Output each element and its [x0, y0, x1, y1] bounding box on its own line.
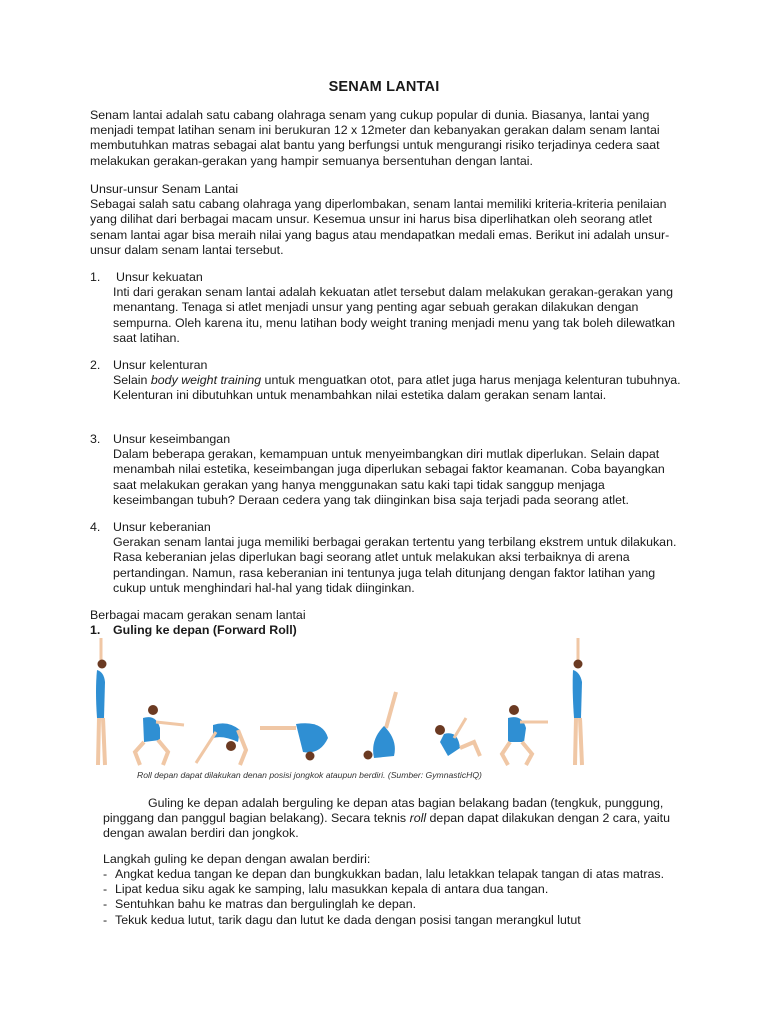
- steps-heading: Langkah guling ke depan dengan awalan berdiri:: [103, 852, 371, 866]
- list-number: 1.: [90, 623, 101, 637]
- desc-text: Guling ke depan adalah berguling ke depan atas bagian belakang badan (tengkuk, punggung, pinggang dan panggul bagian belakang). Secara teknis: [103, 796, 664, 826]
- list-item-heading: Unsur keseimbangan: [113, 432, 231, 446]
- list-item: - Lipat kedua siku agak ke samping, lalu masukkan kepala di antara dua tangan.: [103, 882, 693, 897]
- list-item-kekuatan: [90, 270, 685, 346]
- list-item: - Tekuk kedua lutut, tarik dagu dan lutut ke dada dengan posisi tangan merangkul lutut: [103, 913, 693, 928]
- gymnast-figure-standing-arms-up: [96, 638, 107, 765]
- list-number: 3.: [90, 432, 101, 446]
- list-number: 4.: [90, 520, 101, 534]
- list-item-heading: Guling ke depan (Forward Roll): [113, 623, 297, 637]
- list-item-kelenturan: [90, 358, 685, 404]
- gymnast-figure-squat-standing-up: [502, 705, 548, 765]
- list-item-heading: Unsur kekuatan: [116, 270, 203, 284]
- list-item-keberanian: [90, 520, 685, 596]
- move-description: [103, 796, 683, 842]
- list-item-heading: Unsur keberanian: [113, 520, 211, 534]
- italic-term: roll: [409, 811, 427, 826]
- list-item-body: Inti dari gerakan senam lantai adalah kekuatan atlet tersebut dalam melakukan gerakan-gerakan yang menantang. Tenaga si atlet menjadi unsur yang penting agar sebuah gerakan dilakukan dengan sempurna. Oleh karena itu, menu latihan body weight traning menjadi menu yang tak boleh dilewatkan saat latihan.: [113, 285, 676, 345]
- steps-list-container: [103, 867, 693, 928]
- page-title: SENAM LANTAI: [328, 79, 440, 95]
- gymnast-figure-final-standing: [573, 638, 583, 765]
- italic-term: body weight training: [150, 373, 262, 388]
- section-heading: Unsur-unsur Senam Lantai: [90, 182, 239, 196]
- list-item: - Sentuhkan bahu ke matras dan bergulinglah ke depan.: [103, 897, 693, 912]
- list-number: 1.: [90, 270, 101, 284]
- gymnast-figure-bending-hands-down: [196, 723, 246, 765]
- body-text: Selain: [113, 373, 151, 388]
- list-number: 2.: [90, 358, 101, 372]
- figure-caption: Roll depan dapat dilakukan denan posisi jongkok ataupun berdiri. (Sumber: GymnasticHQ): [137, 770, 482, 780]
- gymnast-figure-sitting-knees-tucked: [435, 718, 480, 756]
- section-unsur: [90, 182, 680, 258]
- list-item-body: [90, 373, 685, 403]
- intro-paragraph: [90, 108, 680, 169]
- desc-text: depan dapat dilakukan dengan 2 cara, yaitu dengan awalan berdiri dan jongkok.: [103, 811, 670, 841]
- gymnast-figure-rolling-legs-over: [260, 723, 328, 760]
- list-item-body: Dalam beberapa gerakan, kemampuan untuk menyeimbangkan diri mutlak diperlukan. Selain dapat menambah nilai estetika, keseimbangan juga diperlukan sebagai faktor keamanan. Coba bayangkan saat melakukan gerakan yang hanya menggunakan satu kaki tapi tidak sanggup menjaga keseimbangan tubuh? Deraan cedera yang tak diinginkan bisa saja terjadi pada seorang atlet.: [113, 447, 665, 507]
- steps-list: [103, 867, 693, 928]
- gymnast-figure-squat-arms-forward: [135, 705, 184, 765]
- list-item-keseimbangan: [90, 432, 685, 508]
- body-text: untuk menguatkan otot, para atlet juga harus menjaga kelenturan tubuhnya. Kelenturan ini dibutuhkan untuk menambahkan nilai estetika dalam gerakan senam lantai.: [113, 373, 681, 403]
- list-item-body: Gerakan senam lantai juga memiliki berbagai gerakan tertentu yang terbilang ekstrem untuk dilakukan. Rasa keberanian jelas diperlukan bagi seorang atlet untuk melakukan aksi terbaiknya di arena pertandingan. Namun, rasa keberanian ini tentunya juga telah ditunjang dengan faktor latihan yang cukup untuk menghindari hal-hal yang tidak diinginkan.: [113, 535, 677, 595]
- intro-text: Senam lantai adalah satu cabang olahraga senam yang cukup popular di dunia. Biasanya, lantai yang menjadi tempat latihan senam ini berukuran 12 x 12meter dan kebanyakan gerakan dalam senam lantai membutuhkan matras sebagai alat bantu yang berfungsi untuk mengurangi risiko terjadinya cedera saat melakukan gerakan-gerakan yang hampir semuanya bersentuhan dengan lantai.: [90, 108, 660, 168]
- section-body: Sebagai salah satu cabang olahraga yang diperlombakan, senam lantai memiliki kriteria-kriteria penilaian yang dilihat dari berbagai macam unsur. Kesemua unsur ini harus bisa diperlihatkan oleh seorang atlet senam lantai agar bisa meraih nilai yang bagus atau mendapatkan medali emas. Berikut ini adalah unsur-unsur dalam senam lantai tersebut.: [90, 197, 670, 257]
- gymnast-figure-on-back-legs-up: [364, 692, 397, 760]
- list-item-heading: Unsur kelenturan: [113, 358, 208, 372]
- section-gerakan-heading: Berbagai macam gerakan senam lantai: [90, 608, 306, 622]
- forward-roll-illustration: [88, 630, 608, 770]
- list-item: - Angkat kedua tangan ke depan dan bungkukkan badan, lalu letakkan telapak tangan di atas matras.: [103, 867, 693, 882]
